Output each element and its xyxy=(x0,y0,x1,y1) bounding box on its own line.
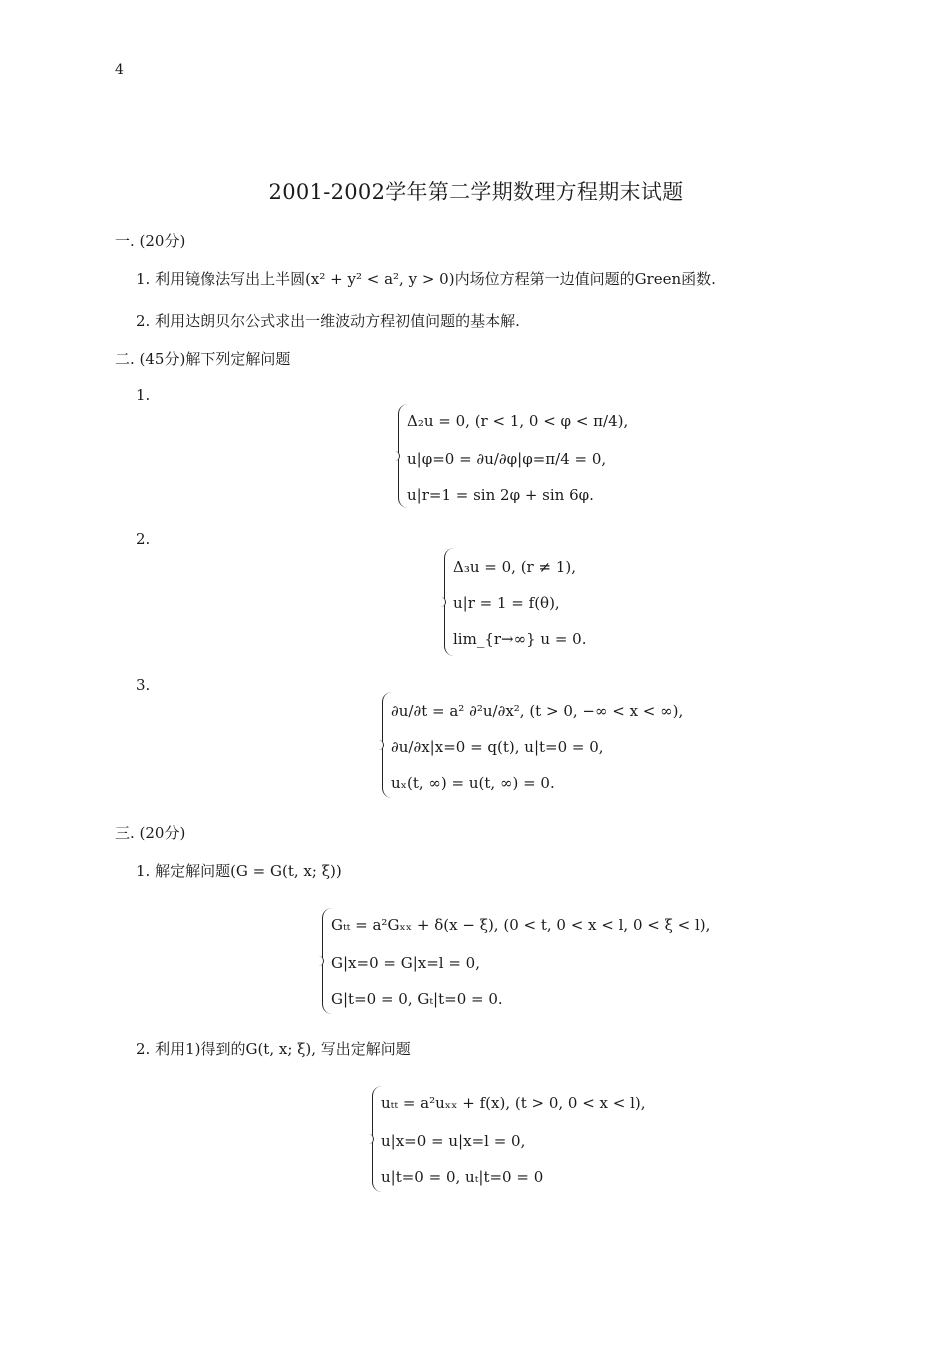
brace xyxy=(377,740,384,750)
equation-line: uₜₜ = a²uₓₓ + f(x), (t > 0, 0 < x < l), xyxy=(381,1094,646,1112)
equation-system-3-1 xyxy=(322,908,749,1014)
equation-line: u|φ=0 = ∂u/∂φ|φ=π/4 = 0, xyxy=(407,450,607,468)
equation-line: ∂u/∂x|x=0 = q(t), u|t=0 = 0, xyxy=(391,738,604,756)
equation-line: ∂u/∂t = a² ∂²u/∂x², (t > 0, −∞ < x < ∞), xyxy=(391,702,684,720)
equation-line: lim_{r→∞} u = 0. xyxy=(453,630,587,648)
equation-line: Δ₃u = 0, (r ≠ 1), xyxy=(453,558,576,576)
equation-line: Δ₂u = 0, (r < 1, 0 < φ < π/4), xyxy=(407,412,629,430)
equation-system-2-2 xyxy=(444,548,631,656)
equation-system-2-1 xyxy=(398,404,665,508)
section-2-heading: 二. (45分)解下列定解问题 xyxy=(115,350,291,368)
equation-line: u|t=0 = 0, uₜ|t=0 = 0 xyxy=(381,1168,544,1186)
section-1-item-2: 2. 利用达朗贝尔公式求出一维波动方程初值问题的基本解. xyxy=(136,312,520,330)
equation-line: u|r=1 = sin 2φ + sin 6φ. xyxy=(407,486,594,504)
equation-line: G|x=0 = G|x=l = 0, xyxy=(331,954,480,972)
equation-line: u|x=0 = u|x=l = 0, xyxy=(381,1132,526,1150)
brace xyxy=(393,451,400,461)
equation-line: uₓ(t, ∞) = u(t, ∞) = 0. xyxy=(391,774,555,792)
problem-2-2-label: 2. xyxy=(136,530,151,548)
problem-2-1-label: 1. xyxy=(136,386,151,404)
section-1-item-1: 1. 利用镜像法写出上半圆(x² + y² < a², y > 0)内场位方程第一边值问题的Green函数. xyxy=(136,270,716,288)
section-1-heading: 一. (20分) xyxy=(115,232,186,250)
equation-system-3-2 xyxy=(372,1086,679,1192)
exam-title: 2001-2002学年第二学期数理方程期末试题 xyxy=(268,180,684,204)
brace xyxy=(317,956,324,966)
equation-system-2-3 xyxy=(382,692,689,798)
brace xyxy=(439,597,446,607)
equation-line: Gₜₜ = a²Gₓₓ + δ(x − ξ), (0 < t, 0 < x < l, 0 < ξ < l), xyxy=(331,916,711,934)
equation-line: G|t=0 = 0, Gₜ|t=0 = 0. xyxy=(331,990,503,1008)
page-number: 4 xyxy=(115,62,124,78)
problem-2-3-label: 3. xyxy=(136,676,151,694)
brace xyxy=(367,1134,374,1144)
equation-line: u|r = 1 = f(θ), xyxy=(453,594,560,612)
section-3-heading: 三. (20分) xyxy=(115,824,186,842)
section-3-item-1-label: 1. 解定解问题(G = G(t, x; ξ)) xyxy=(136,862,342,880)
section-3-item-2-label: 2. 利用1)得到的G(t, x; ξ), 写出定解问题 xyxy=(136,1040,411,1058)
